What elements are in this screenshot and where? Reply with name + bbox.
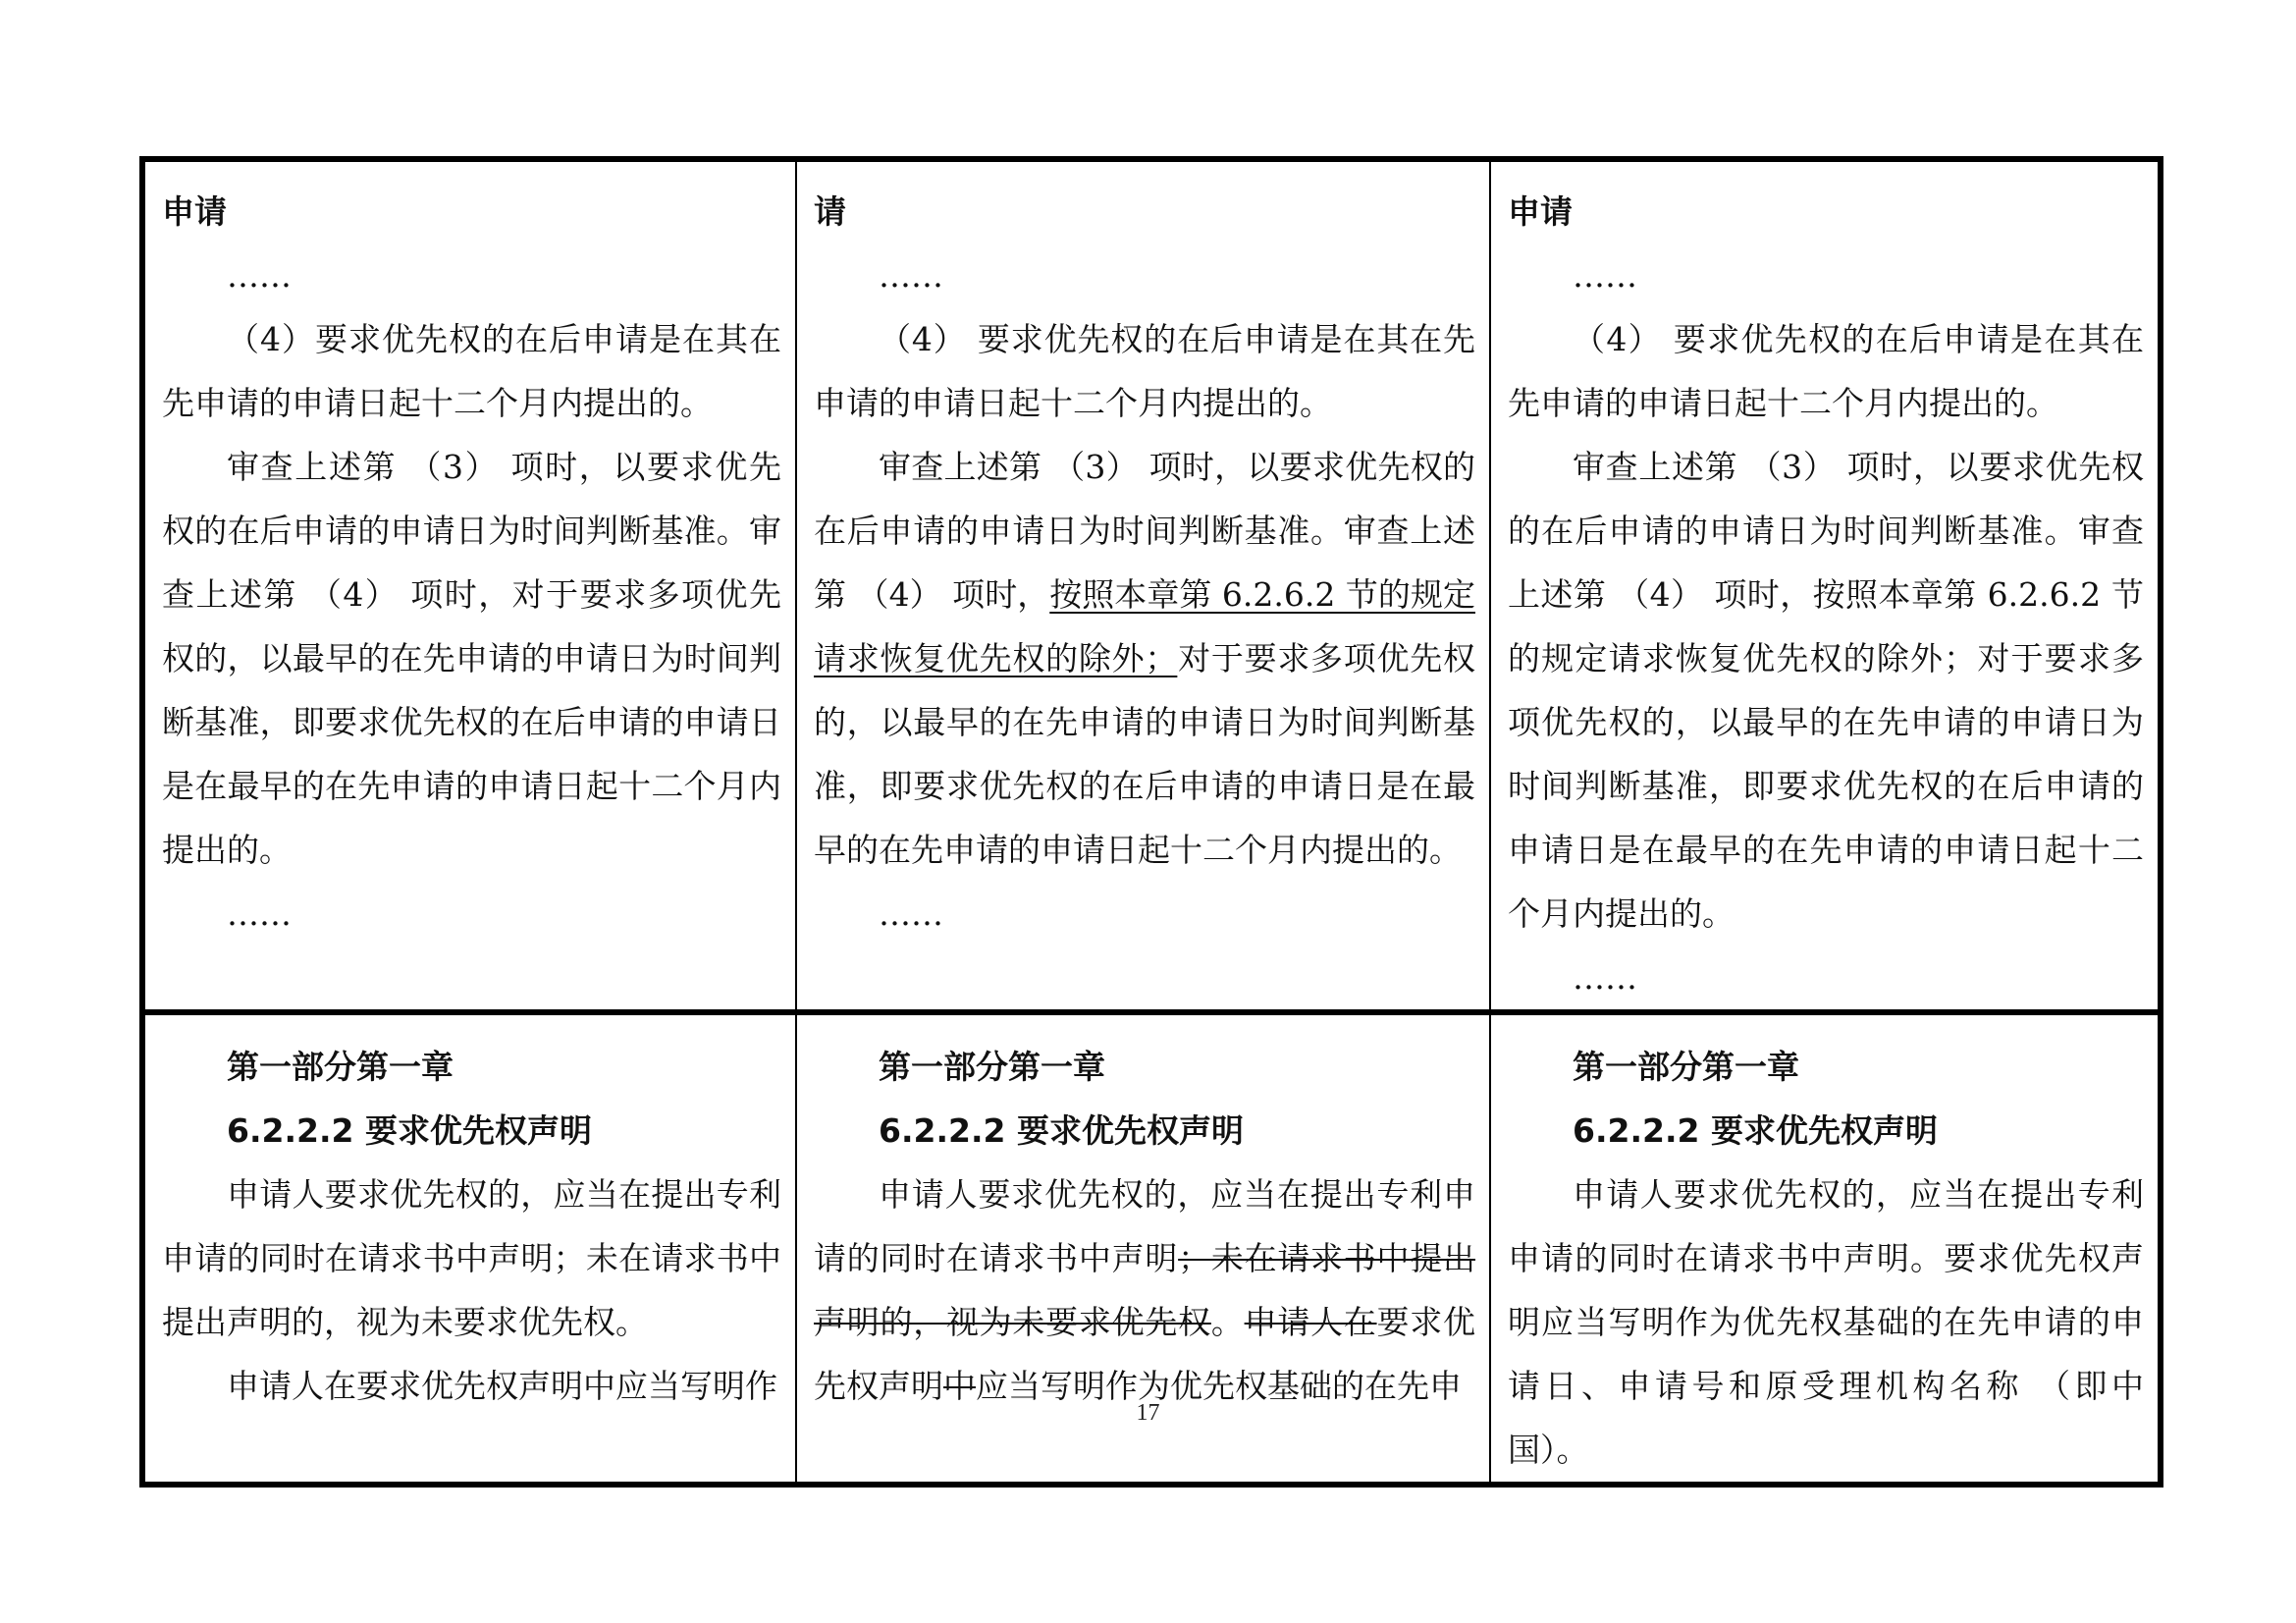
page-number: 17 <box>1136 1400 1160 1426</box>
paragraph: 申请人在要求优先权声明中应当写明作 <box>227 1367 777 1405</box>
deleted-text: 中 <box>943 1367 976 1405</box>
paragraph <box>814 1163 1475 1418</box>
ellipsis: …… <box>879 894 943 933</box>
comparison-table <box>139 156 2163 1488</box>
section-title: 6.2.2.2 要求优先权声明 <box>1573 1111 1938 1150</box>
cell-heading: 申请 <box>162 192 227 231</box>
ellipsis: …… <box>1573 958 1637 997</box>
cell-heading: 申请 <box>1508 192 1573 231</box>
deleted-text: ；未在请求书中提出声明的，视为未要求优先权 <box>814 1239 1476 1341</box>
paragraph: （4） 要求优先权的在后申请是在其在先申请的申请日起十二个月内提出的。 <box>814 320 1475 422</box>
paragraph <box>814 435 1475 882</box>
table-row <box>142 159 2161 1012</box>
table-cell-original <box>142 159 796 1012</box>
section-title: 6.2.2.2 要求优先权声明 <box>879 1111 1244 1150</box>
text-run: 审查上述第 （3） 项时，以要求优先权的在后申请的申请日为时间判断基准。审查上述第 （4） 项时， <box>814 448 1475 614</box>
cell-heading: 请 <box>814 192 846 231</box>
part-title: 第一部分第一章 <box>879 1048 1105 1086</box>
table-cell-tracked <box>796 159 1490 1012</box>
paragraph: （4）要求优先权的在后申请是在其在先申请的申请日起十二个月内提出的。 <box>162 320 781 422</box>
paragraph: 审查上述第 （3） 项时，以要求优先权的在后申请的申请日为时间判断基准。审查上述第 （4） 项时，按照本章第 6.2.6.2 节的规定请求恢复优先权的除外；对于要求多项优先权的，以最早的在先申请的申请日为时间判断基准，即要求优先权的在后申请的申请日是在最早的在先申请的申请日起十二个月内提出的。 <box>1508 448 2144 933</box>
part-title: 第一部分第一章 <box>227 1048 454 1086</box>
text-run: 申请人要求优先权的，应当在提出专利申请的同时在请求书中声明 <box>814 1175 1475 1277</box>
paragraph: 申请人要求优先权的，应当在提出专利申请的同时在请求书中声明。要求优先权声明应当写明作为优先权基础的在先申请的申请日、申请号和原受理机构名称 （即中国）。 <box>1508 1175 2144 1469</box>
section-title: 6.2.2.2 要求优先权声明 <box>227 1111 592 1150</box>
ellipsis: …… <box>1573 256 1637 295</box>
ellipsis: …… <box>227 256 292 295</box>
text-run: 应当写明作为优先权基础的在先申 <box>976 1367 1462 1405</box>
text-run: 对于要求多项优先权的，以最早的在先申请的申请日为时间判断基准，即要求优先权的在后申请的申请日是在最早的在先申请的申请日起十二个月内提出的。 <box>814 639 1476 869</box>
table-cell-revised <box>1490 159 2161 1012</box>
text-run: 。 <box>1210 1303 1245 1341</box>
paragraph: 申请人要求优先权的，应当在提出专利申请的同时在请求书中声明；未在请求书中提出声明的，视为未要求优先权。 <box>162 1175 781 1341</box>
ellipsis: …… <box>227 894 292 933</box>
paragraph: （4） 要求优先权的在后申请是在其在先申请的申请日起十二个月内提出的。 <box>1508 320 2144 422</box>
text-run: 要求优先权声明 <box>814 1303 1476 1405</box>
paragraph: 审查上述第 （3） 项时，以要求优先权的在后申请的申请日为时间判断基准。审查上述第 （4） 项时，对于要求多项优先权的，以最早的在先申请的申请日为时间判断基准，即要求优先权的在后申请的申请日是在最早的在先申请的申请日起十二个月内提出的。 <box>162 448 781 869</box>
deleted-text: 申请人在 <box>1244 1303 1377 1341</box>
inserted-text: 按照本章第 6.2.6.2 节的规定请求恢复优先权的除外； <box>814 575 1475 677</box>
ellipsis: …… <box>879 256 943 295</box>
part-title: 第一部分第一章 <box>1573 1048 1799 1086</box>
